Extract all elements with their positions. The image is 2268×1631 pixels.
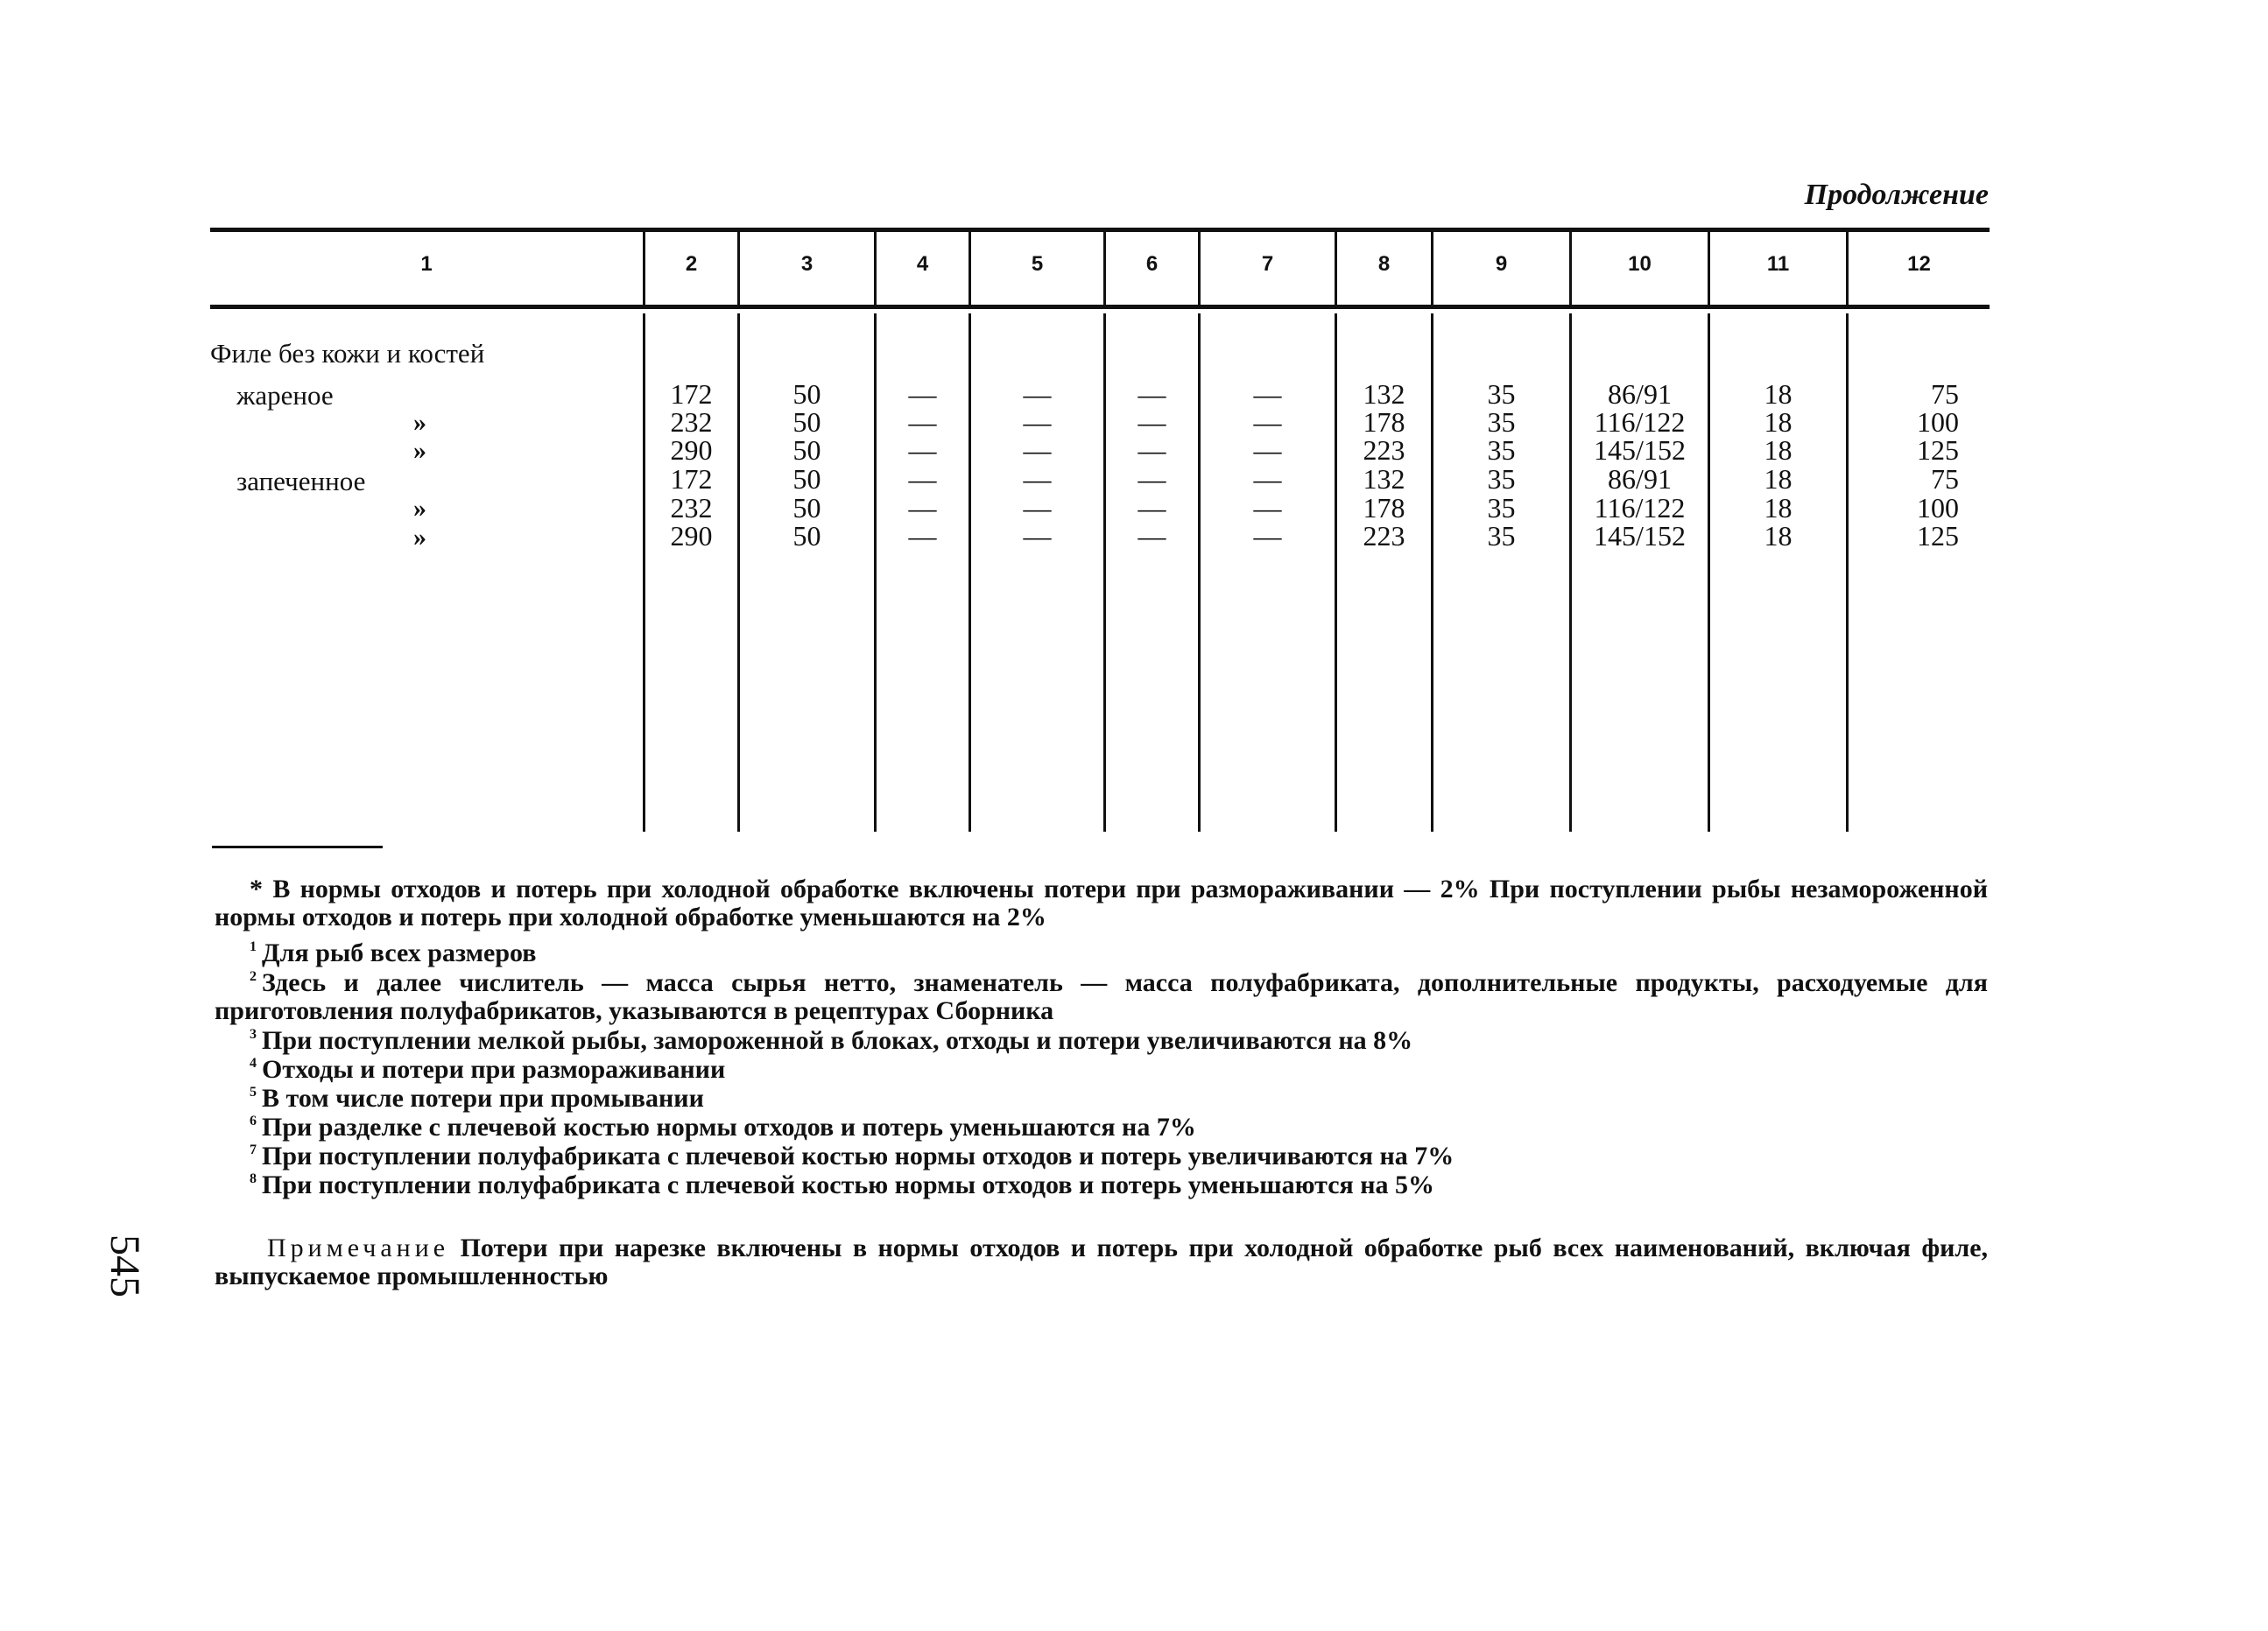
- table-cell: 35: [1487, 520, 1516, 552]
- table-cell: 50: [792, 463, 821, 495]
- footnote-text: В нормы отходов и потерь при холодной обработке включены потери при размораживании — 2% При поступлении рыбы незамороженной нормы отходов и потерь при холодной обработке уменьшаются на 2%: [215, 875, 1989, 931]
- table-cell: —: [1253, 406, 1282, 438]
- table-cell: —: [1023, 434, 1052, 466]
- table-cell: 35: [1487, 492, 1516, 524]
- norms-table: [210, 228, 1990, 832]
- table-note: [215, 1234, 1988, 1290]
- table-cell: 35: [1487, 378, 1516, 410]
- table-cell: —: [1023, 463, 1052, 495]
- table-cell: 50: [792, 406, 821, 438]
- table-cell: 18: [1764, 406, 1793, 438]
- table-cell: 18: [1764, 492, 1793, 524]
- table-cell: —: [908, 520, 937, 552]
- table-cell: 86/91: [1608, 378, 1672, 410]
- column-header: 2: [685, 252, 698, 276]
- table-cell: 132: [1363, 378, 1405, 410]
- table-cell: —: [1138, 492, 1166, 524]
- table-cell: —: [908, 492, 937, 524]
- table-cell: 18: [1764, 434, 1793, 466]
- table-cell: 50: [792, 492, 821, 524]
- table-cell: 223: [1363, 520, 1405, 552]
- note-label: Примечание: [267, 1234, 450, 1262]
- footnote-mark: 3: [250, 1027, 257, 1042]
- table-cell: 125: [1917, 434, 1959, 466]
- footnote-mark: *: [250, 875, 263, 903]
- page-number: 545: [102, 1234, 148, 1297]
- column-header: 6: [1145, 252, 1159, 276]
- footnote-mark: 6: [250, 1114, 257, 1128]
- table-cell: 178: [1363, 492, 1405, 524]
- table-cell: 100: [1917, 406, 1959, 438]
- table-cell: 18: [1764, 520, 1793, 552]
- table-cell: 172: [670, 378, 713, 410]
- footnote-asterisk: [215, 875, 1988, 931]
- footnote-text: Отходы и потери при размораживании: [262, 1055, 726, 1084]
- column-header: 4: [916, 252, 929, 276]
- table-cell: 35: [1487, 434, 1516, 466]
- footnote-text: В том числе потери при промывании: [262, 1084, 704, 1113]
- column-header: 1: [420, 252, 433, 276]
- ditto-mark: »: [413, 436, 426, 465]
- footnote-2: [215, 963, 1988, 1025]
- table-cell: —: [1023, 492, 1052, 524]
- row-name: жареное: [236, 380, 334, 411]
- table-cell: 178: [1363, 406, 1405, 438]
- footnote-text: При поступлении полуфабриката с плечевой костью нормы отходов и потерь уменьшаются на 5%: [262, 1171, 1435, 1199]
- ditto-mark: »: [413, 494, 426, 523]
- table-cell: —: [1023, 520, 1052, 552]
- table-cell: 132: [1363, 463, 1405, 495]
- table-cell: —: [1023, 406, 1052, 438]
- footnote-text: При поступлении мелкой рыбы, замороженной в блоках, отходы и потери увеличиваются на 8%: [262, 1026, 1413, 1055]
- row-name: запеченное: [236, 466, 366, 496]
- table-cell: 86/91: [1608, 463, 1672, 495]
- table-cell: —: [1138, 520, 1166, 552]
- footnote-rule: [212, 846, 383, 848]
- footnote-text: Для рыб всех размеров: [262, 939, 537, 967]
- table-cell: —: [908, 406, 937, 438]
- table-cell: 116/122: [1594, 406, 1686, 438]
- table-cell: 232: [670, 406, 713, 438]
- ditto-mark: »: [413, 523, 426, 552]
- table-cell: —: [1253, 463, 1282, 495]
- footnote-mark: 2: [250, 969, 257, 984]
- column-header: 7: [1261, 252, 1274, 276]
- table-cell: —: [1138, 434, 1166, 466]
- table-cell: 145/152: [1594, 520, 1686, 552]
- table-cell: —: [1138, 406, 1166, 438]
- table-cell: 50: [792, 378, 821, 410]
- table-cell: 232: [670, 492, 713, 524]
- table-cell: —: [1023, 378, 1052, 410]
- footnote-text: Здесь и далее числитель — масса сырья нетто, знаменатель — масса полуфабриката, дополнительные продукты, расходуемые для приготовления полуфабрикатов, указываются в рецептурах Сборника: [215, 968, 1988, 1025]
- table-cell: —: [1138, 378, 1166, 410]
- table-cell: 290: [670, 520, 713, 552]
- table-cell: 145/152: [1594, 434, 1686, 466]
- table-top-rule: [210, 228, 1990, 232]
- table-cell: —: [908, 463, 937, 495]
- column-header: 12: [1907, 252, 1931, 276]
- footnote-mark: 4: [250, 1056, 257, 1071]
- table-cell: 18: [1764, 378, 1793, 410]
- footnote-mark: 1: [250, 939, 257, 954]
- footnote-mark: 7: [250, 1142, 257, 1157]
- column-header: 3: [800, 252, 814, 276]
- table-cell: —: [1253, 492, 1282, 524]
- table-cell: 125: [1917, 520, 1959, 552]
- note-text: Потери при нарезке включены в нормы отходов и потерь при холодной обработке рыб всех наименований, включая филе, выпускаемое промышленностью: [215, 1234, 1989, 1290]
- table-cell: 172: [670, 463, 713, 495]
- table-cell: —: [1138, 463, 1166, 495]
- table-cell: 223: [1363, 434, 1405, 466]
- column-header: 10: [1628, 252, 1652, 276]
- table-cell: 116/122: [1594, 492, 1686, 524]
- table-cell: 18: [1764, 463, 1793, 495]
- footnote-mark: 5: [250, 1085, 257, 1100]
- group-title: Филе без кожи и костей: [210, 338, 485, 369]
- footnote-text: При поступлении полуфабриката с плечевой костью нормы отходов и потерь увеличиваются на 7%: [262, 1142, 1454, 1171]
- footnote-mark: 8: [250, 1171, 257, 1186]
- table-cell: 100: [1917, 492, 1959, 524]
- column-header: 11: [1766, 252, 1790, 276]
- column-header: 8: [1377, 252, 1391, 276]
- continued-label: Продолжение: [1804, 179, 1989, 211]
- table-cell: —: [1253, 378, 1282, 410]
- table-cell: —: [1253, 520, 1282, 552]
- table-cell: 50: [792, 434, 821, 466]
- table-cell: 290: [670, 434, 713, 466]
- column-header: 9: [1495, 252, 1508, 276]
- table-cell: —: [1253, 434, 1282, 466]
- ditto-mark: »: [413, 408, 426, 437]
- table-cell: —: [908, 434, 937, 466]
- table-cell: 35: [1487, 406, 1516, 438]
- table-cell: 75: [1931, 378, 1959, 410]
- table-cell: 35: [1487, 463, 1516, 495]
- footnote-8: [215, 1165, 1988, 1199]
- table-header-rule: [210, 305, 1990, 309]
- column-header: 5: [1031, 252, 1044, 276]
- table-cell: 50: [792, 520, 821, 552]
- table-cell: 75: [1931, 463, 1959, 495]
- table-cell: —: [908, 378, 937, 410]
- footnote-text: При разделке с плечевой костью нормы отходов и потерь уменьшаются на 7%: [262, 1113, 1196, 1142]
